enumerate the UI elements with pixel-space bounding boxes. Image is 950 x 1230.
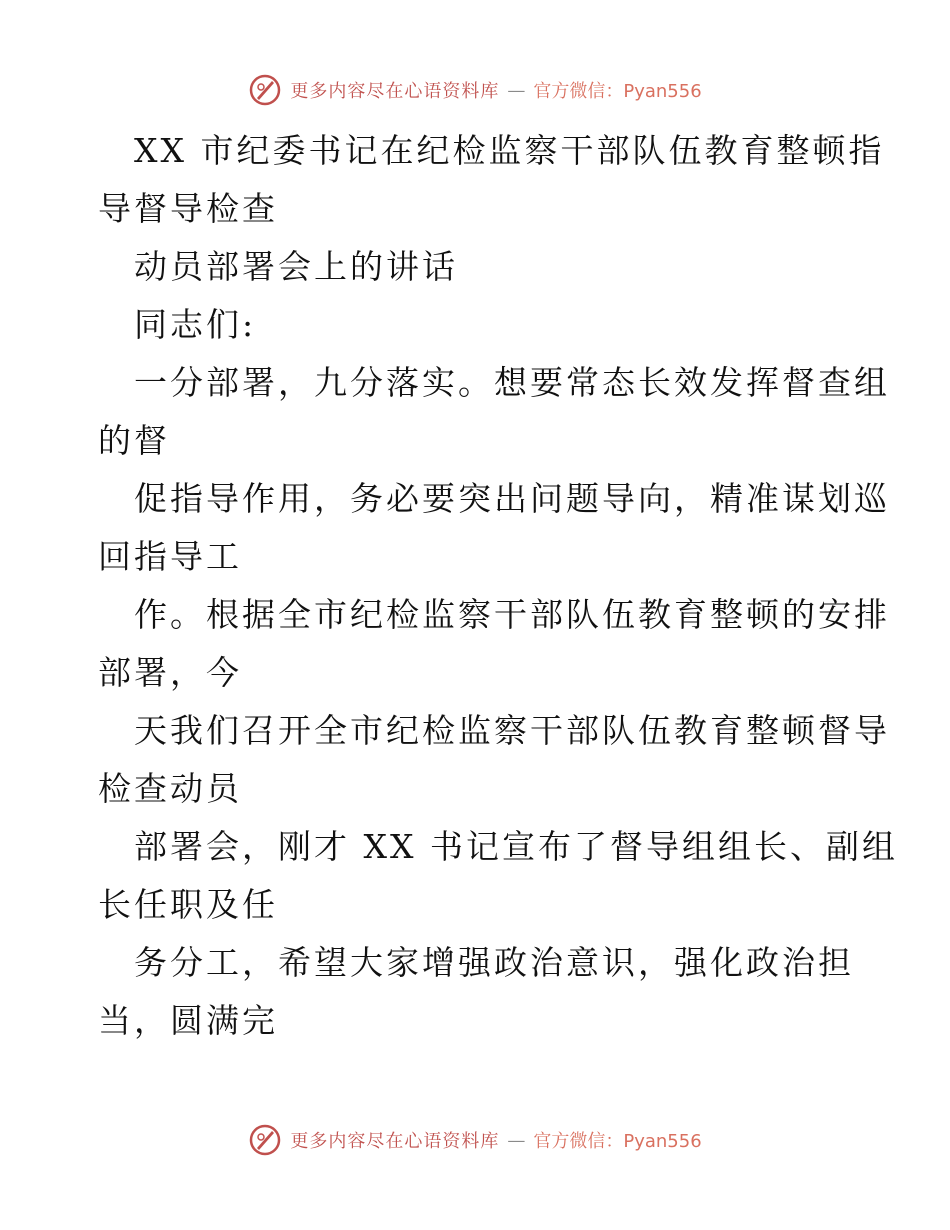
paragraph-line: 务分工，希望大家增强政治意识，强化政治担 [134, 943, 854, 982]
quill-emblem-icon [248, 73, 282, 107]
salutation: 同志们: [134, 305, 257, 344]
paragraph-line: 检查动员 [98, 769, 242, 808]
paragraph-line: 天我们召开全市纪检监察干部队伍教育整顿督导 [134, 711, 890, 750]
watermark-contact: 官方微信：Pyan556 [533, 1131, 702, 1152]
paragraph-line: 部署，今 [98, 653, 242, 692]
quill-emblem-icon [248, 1123, 282, 1157]
subtitle-line: 动员部署会上的讲话 [134, 247, 458, 286]
paragraph-line: 长任职及任 [98, 885, 278, 924]
header-watermark [0, 70, 950, 110]
watermark-separator: — [507, 1129, 526, 1151]
paragraph-line: 的督 [98, 421, 170, 460]
watermark-separator: — [507, 79, 526, 101]
footer-watermark [0, 1120, 950, 1160]
paragraph-line: 回指导工 [98, 537, 242, 576]
document-body [98, 122, 898, 1050]
paragraph-line: 一分部署，九分落实。想要常态长效发挥督查组 [134, 363, 890, 402]
watermark-contact: 官方微信：Pyan556 [533, 81, 702, 102]
paragraph-line: 作。根据全市纪检监察干部队伍教育整顿的安排 [134, 595, 890, 634]
title-line-2: 导督导检查 [98, 189, 278, 228]
paragraph-line: 当，圆满完 [98, 1001, 278, 1040]
paragraph-line: 促指导作用，务必要突出问题导向，精准谋划巡 [134, 479, 890, 518]
paragraph-line: 部署会，刚才 XX 书记宣布了督导组组长、副组 [134, 827, 898, 866]
title-line-1: XX 市纪委书记在纪检监察干部队伍教育整顿指 [134, 131, 885, 170]
watermark-text: 更多内容尽在心语资料库 [290, 81, 500, 102]
watermark-text: 更多内容尽在心语资料库 [290, 1131, 500, 1152]
